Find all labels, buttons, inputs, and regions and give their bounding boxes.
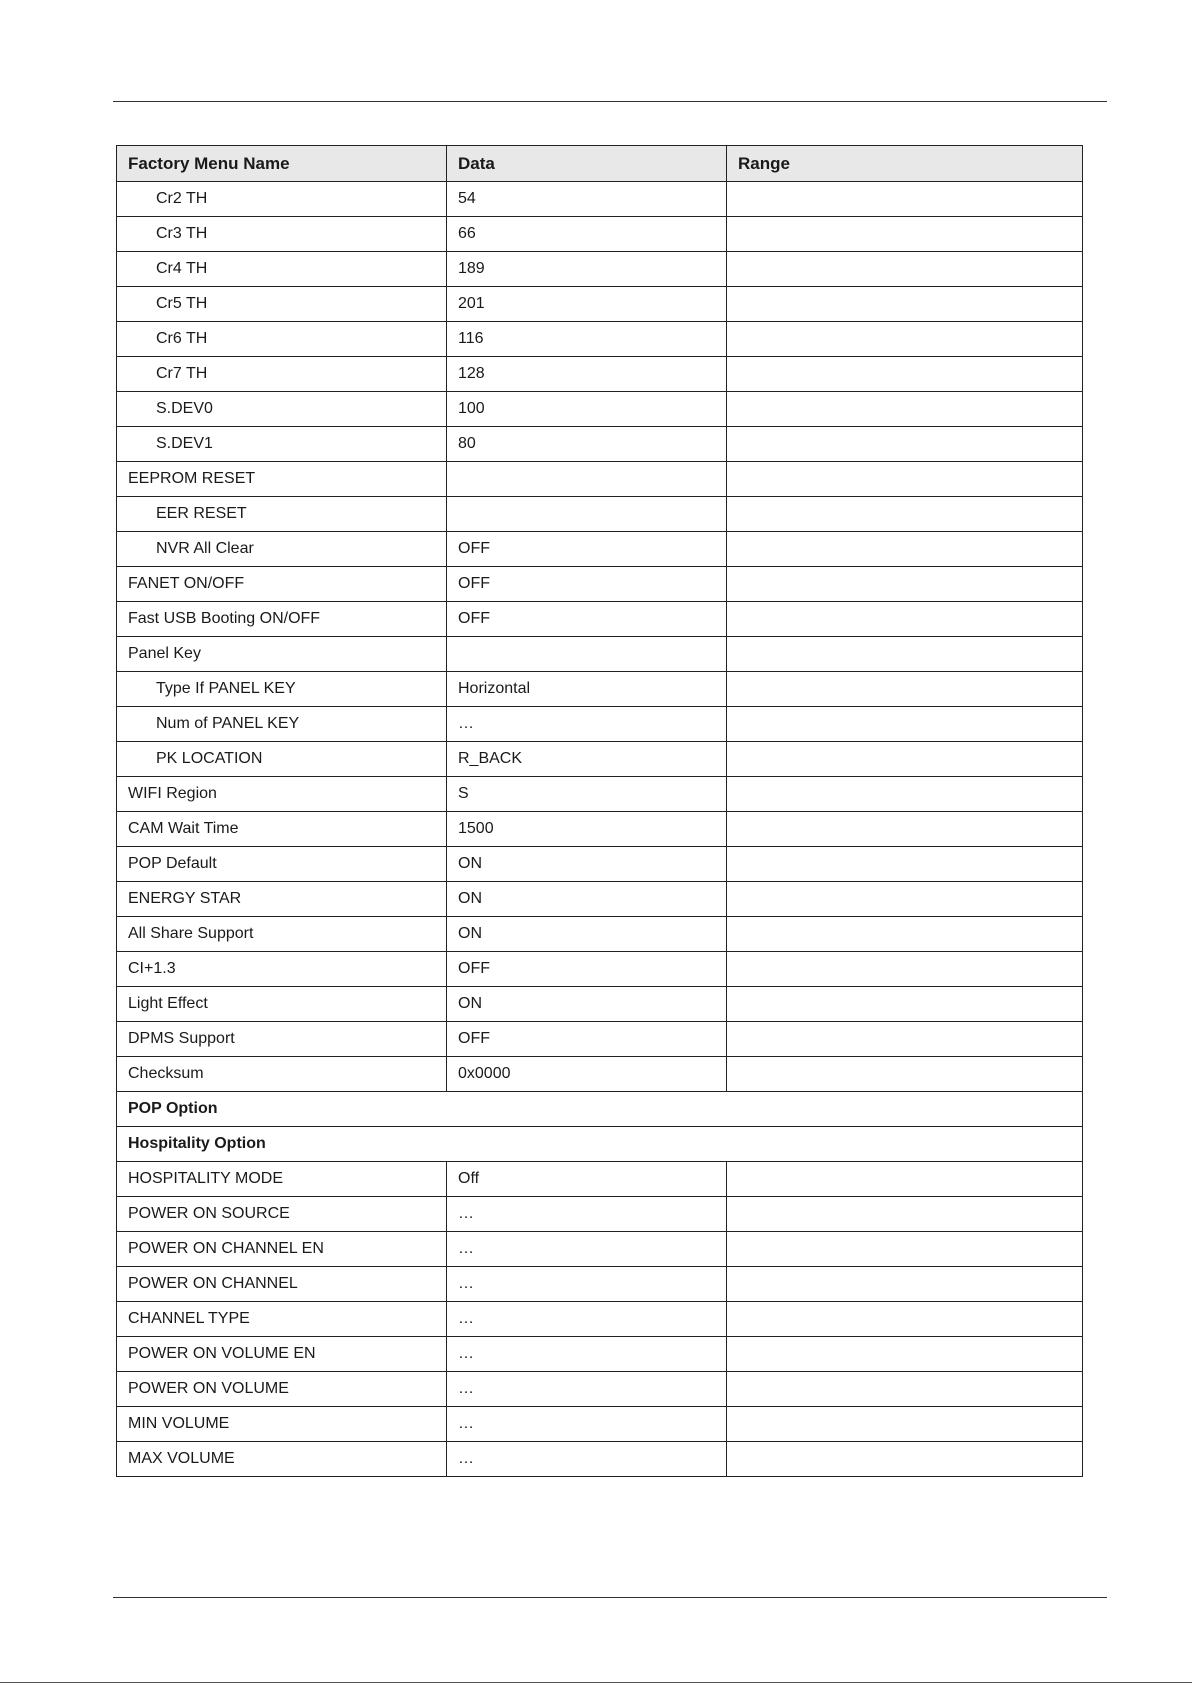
menu-name-cell: POWER ON VOLUME (117, 1372, 447, 1407)
table-row (117, 742, 1083, 777)
range-cell (727, 322, 1083, 357)
range-cell (727, 287, 1083, 322)
menu-name-cell: All Share Support (117, 917, 447, 952)
table-row (117, 427, 1083, 462)
table-row (117, 882, 1083, 917)
menu-name-cell: POP Default (117, 847, 447, 882)
table-row (117, 217, 1083, 252)
column-header-range: Range (727, 146, 1083, 182)
table-row (117, 1337, 1083, 1372)
menu-name-cell: CAM Wait Time (117, 812, 447, 847)
range-cell (727, 567, 1083, 602)
table-row (117, 392, 1083, 427)
table-row (117, 462, 1083, 497)
range-cell (727, 1372, 1083, 1407)
data-cell: OFF (447, 602, 727, 637)
table-row (117, 602, 1083, 637)
table-row (117, 357, 1083, 392)
menu-name-cell: CI+1.3 (117, 952, 447, 987)
data-cell: 116 (447, 322, 727, 357)
menu-name-cell: Cr6 TH (117, 322, 447, 357)
range-cell (727, 252, 1083, 287)
table-row (117, 1302, 1083, 1337)
section-title: POP Option (117, 1092, 1083, 1127)
range-cell (727, 602, 1083, 637)
menu-name-cell: Panel Key (117, 637, 447, 672)
table-row (117, 287, 1083, 322)
range-cell (727, 532, 1083, 567)
column-header-data: Data (447, 146, 727, 182)
menu-name-cell: POWER ON CHANNEL EN (117, 1232, 447, 1267)
data-cell: S (447, 777, 727, 812)
menu-name-cell: S.DEV1 (117, 427, 447, 462)
table-row (117, 917, 1083, 952)
table-row (117, 322, 1083, 357)
menu-name-cell: Cr4 TH (117, 252, 447, 287)
range-cell (727, 1022, 1083, 1057)
menu-name-cell: FANET ON/OFF (117, 567, 447, 602)
data-cell: 100 (447, 392, 727, 427)
range-cell (727, 1197, 1083, 1232)
range-cell (727, 1162, 1083, 1197)
data-cell: 54 (447, 182, 727, 217)
range-cell (727, 917, 1083, 952)
section-row (117, 1127, 1083, 1162)
table-row (117, 497, 1083, 532)
data-cell: … (447, 1197, 727, 1232)
range-cell (727, 882, 1083, 917)
table-row (117, 1267, 1083, 1302)
data-cell: ON (447, 917, 727, 952)
menu-name-cell: NVR All Clear (117, 532, 447, 567)
data-cell: OFF (447, 952, 727, 987)
table-row (117, 1442, 1083, 1477)
section-row (117, 1092, 1083, 1127)
column-header-name: Factory Menu Name (117, 146, 447, 182)
range-cell (727, 1337, 1083, 1372)
header-rule (113, 101, 1107, 102)
menu-name-cell: PK LOCATION (117, 742, 447, 777)
menu-name-cell: S.DEV0 (117, 392, 447, 427)
table-row (117, 252, 1083, 287)
footer-rule (113, 1597, 1107, 1598)
menu-name-cell: Type If PANEL KEY (117, 672, 447, 707)
range-cell (727, 1232, 1083, 1267)
table-row (117, 1057, 1083, 1092)
range-cell (727, 1267, 1083, 1302)
table-row (117, 1407, 1083, 1442)
menu-name-cell: Num of PANEL KEY (117, 707, 447, 742)
table-row (117, 637, 1083, 672)
range-cell (727, 357, 1083, 392)
table-row (117, 1197, 1083, 1232)
data-cell: R_BACK (447, 742, 727, 777)
range-cell (727, 217, 1083, 252)
menu-name-cell: Cr5 TH (117, 287, 447, 322)
menu-name-cell: ENERGY STAR (117, 882, 447, 917)
menu-name-cell: Checksum (117, 1057, 447, 1092)
data-cell: Horizontal (447, 672, 727, 707)
data-cell: 189 (447, 252, 727, 287)
range-cell (727, 497, 1083, 532)
range-cell (727, 777, 1083, 812)
menu-name-cell: MIN VOLUME (117, 1407, 447, 1442)
range-cell (727, 1057, 1083, 1092)
data-cell: 201 (447, 287, 727, 322)
data-cell (447, 497, 727, 532)
menu-name-cell: HOSPITALITY MODE (117, 1162, 447, 1197)
data-cell: 128 (447, 357, 727, 392)
header-row (117, 146, 1083, 182)
range-cell (727, 1442, 1083, 1477)
table-row (117, 532, 1083, 567)
data-cell: 80 (447, 427, 727, 462)
range-cell (727, 812, 1083, 847)
menu-name-cell: Cr7 TH (117, 357, 447, 392)
range-cell (727, 707, 1083, 742)
table-row (117, 182, 1083, 217)
data-cell: OFF (447, 567, 727, 602)
menu-name-cell: WIFI Region (117, 777, 447, 812)
menu-name-cell: POWER ON CHANNEL (117, 1267, 447, 1302)
menu-name-cell: EER RESET (117, 497, 447, 532)
menu-name-cell: MAX VOLUME (117, 1442, 447, 1477)
menu-name-cell: Cr3 TH (117, 217, 447, 252)
range-cell (727, 987, 1083, 1022)
range-cell (727, 742, 1083, 777)
menu-name-cell: EEPROM RESET (117, 462, 447, 497)
page-edge-line (0, 1682, 1192, 1683)
range-cell (727, 1407, 1083, 1442)
factory-menu-table (116, 145, 1083, 1477)
menu-name-cell: Fast USB Booting ON/OFF (117, 602, 447, 637)
data-cell: OFF (447, 1022, 727, 1057)
table-row (117, 1232, 1083, 1267)
data-cell: ON (447, 847, 727, 882)
data-cell: … (447, 1442, 727, 1477)
table-row (117, 777, 1083, 812)
data-cell (447, 462, 727, 497)
data-cell: … (447, 1337, 727, 1372)
menu-name-cell: DPMS Support (117, 1022, 447, 1057)
range-cell (727, 952, 1083, 987)
table-header (117, 146, 1083, 182)
data-cell: OFF (447, 532, 727, 567)
data-cell: 0x0000 (447, 1057, 727, 1092)
table-row (117, 952, 1083, 987)
data-cell: … (447, 1407, 727, 1442)
range-cell (727, 1302, 1083, 1337)
menu-name-cell: CHANNEL TYPE (117, 1302, 447, 1337)
data-cell (447, 637, 727, 672)
data-cell: 66 (447, 217, 727, 252)
data-cell: Off (447, 1162, 727, 1197)
table-row (117, 707, 1083, 742)
menu-name-cell: POWER ON VOLUME EN (117, 1337, 447, 1372)
menu-name-cell: Light Effect (117, 987, 447, 1022)
data-cell: … (447, 1232, 727, 1267)
range-cell (727, 847, 1083, 882)
menu-name-cell: Cr2 TH (117, 182, 447, 217)
data-cell: … (447, 1372, 727, 1407)
data-cell: 1500 (447, 812, 727, 847)
data-cell: ON (447, 882, 727, 917)
table-row (117, 987, 1083, 1022)
range-cell (727, 672, 1083, 707)
table-row (117, 1162, 1083, 1197)
table-row (117, 1372, 1083, 1407)
table-row (117, 1022, 1083, 1057)
table-row (117, 812, 1083, 847)
data-cell: … (447, 1267, 727, 1302)
range-cell (727, 462, 1083, 497)
menu-name-cell: POWER ON SOURCE (117, 1197, 447, 1232)
range-cell (727, 182, 1083, 217)
range-cell (727, 637, 1083, 672)
table-row (117, 567, 1083, 602)
section-title: Hospitality Option (117, 1127, 1083, 1162)
data-cell: ON (447, 987, 727, 1022)
table-row (117, 672, 1083, 707)
data-cell: … (447, 707, 727, 742)
table-body (117, 182, 1083, 1477)
range-cell (727, 392, 1083, 427)
range-cell (727, 427, 1083, 462)
table-row (117, 847, 1083, 882)
data-cell: … (447, 1302, 727, 1337)
